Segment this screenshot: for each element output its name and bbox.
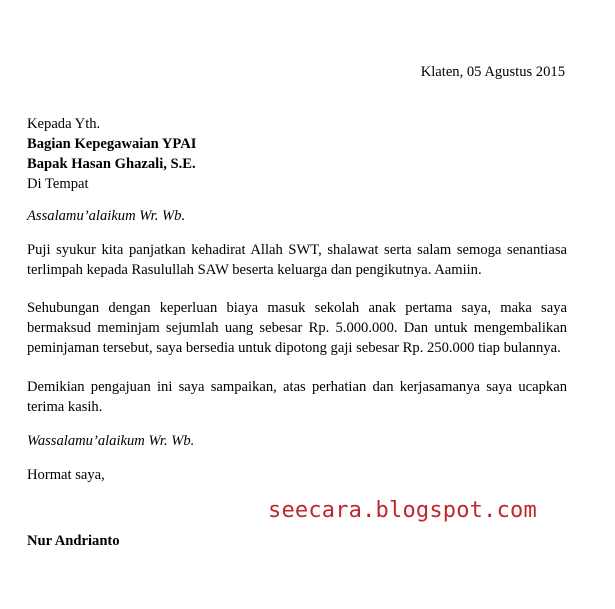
- signer-name: Nur Andrianto: [27, 533, 120, 549]
- watermark-text: seecara.blogspot.com: [268, 498, 537, 523]
- paragraph-request: Sehubungan dengan keperluan biaya masuk sekolah anak pertama saya, maka saya bermaksud meminjam sejumlah uang sebesar Rp. 5.000.000. Dan untuk mengembalikan peminjaman tersebut, saya bersedia untuk dipotong gaji sebesar Rp. 250.000 tiap bulannya.: [27, 300, 567, 356]
- closing-greeting: Wassalamu’alaikum Wr. Wb.: [27, 433, 195, 449]
- recipient-location: Di Tempat: [27, 176, 89, 192]
- recipient-name: Bapak Hasan Ghazali, S.E.: [27, 156, 196, 172]
- recipient-salutation: Kepada Yth.: [27, 116, 101, 132]
- opening-greeting: Assalamu’alaikum Wr. Wb.: [27, 208, 186, 224]
- closing-phrase: Hormat saya,: [27, 467, 105, 483]
- paragraph-intro: Puji syukur kita panjatkan kehadirat Allah SWT, shalawat serta salam semoga senantiasa terlimpah kepada Rasulullah SAW beserta keluarga dan pengikutnya. Aamiin.: [27, 242, 567, 278]
- recipient-department: Bagian Kepegawaian YPAI: [27, 136, 197, 152]
- letter-date: Klaten, 05 Agustus 2015: [420, 64, 565, 80]
- paragraph-closing: Demikian pengajuan ini saya sampaikan, atas perhatian dan kerjasamanya saya ucapkan terima kasih.: [27, 379, 567, 415]
- recipient-block: [27, 114, 567, 194]
